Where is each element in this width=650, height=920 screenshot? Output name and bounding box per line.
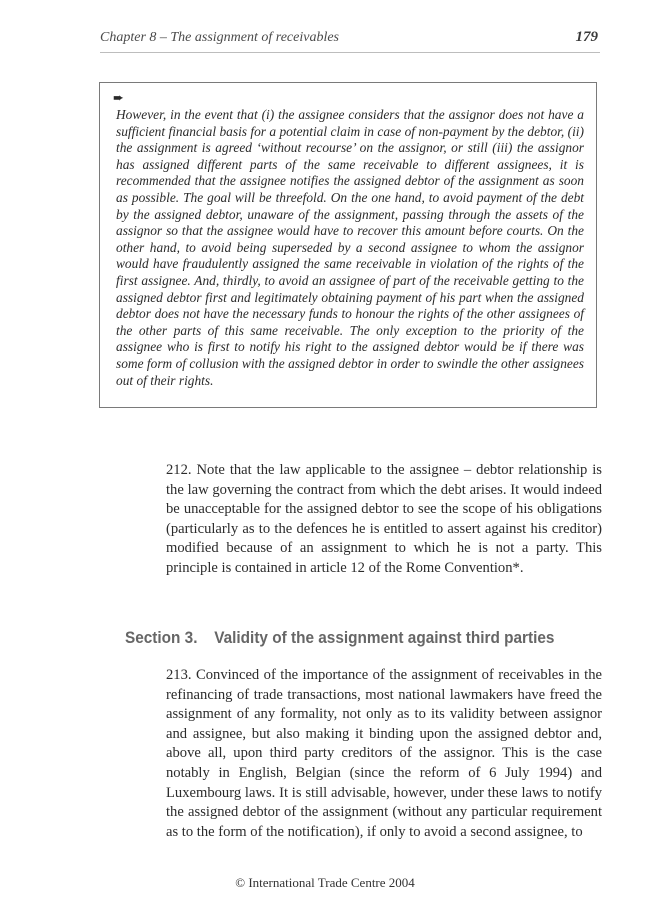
chapter-title: Chapter 8 – The assignment of receivables [100,30,340,45]
boxed-note-text: However, in the event that (i) the assignee considers that the assignor does not have a sufficient financial basis for a potential claim in case of non-payment by the debtor, (ii) the assignment is agreed ‘without recourse’ on the assignor, or still (iii) the assignor has assigned different parts of the same receivable to different assignees, it is recommended that the assignee notifies the assigned debtor of the assignment as soon as possible. The goal will be threefold. On the one hand, to avoid payment of the debt by the assigned debtor, unaware of the assignment, passing through the assets of the assignor so that the assignee would have to recover this amount before courts. On the other hand, to avoid being superseded by a second assignee to whom the assignor would have fraudulently assigned the same receivable in violation of the rights of the first assignee. And, thirdly, to avoid an assignee of part of the receivable getting to the assigned debtor first and legitimately obtaining payment of his part when the assigned debtor does not have the necessary funds to honour the rights of the other assignees of the other parts of this same receivable. The only exception to the priority of the assignee who is first to notify his right to the assigned debtor would be if there was some form of collusion with the assigned debtor in order to swindle the other assignees out of their rights. [116,107,584,388]
copyright-footer: © International Trade Centre 2004 [235,875,415,890]
page-number: 179 [575,29,598,45]
section-heading [125,629,554,648]
pointing-hand-icon: ➨ [113,90,124,105]
section-title: Validity of the assignment against third parties [214,629,555,647]
paragraph-212: 212. Note that the law applicable to the assignee – debtor relationship is the law governing the contract from which the debt arises. It would indeed be unacceptable for the assigned debtor to see the scope of his obligations (particularly as to the defences he is entitled to assert against his creditor) modified because of an assignment to which he is not a party. This principle is contained in article 12 of the Rome Convention*. [166,462,602,576]
section-number: Section 3. [125,629,198,647]
running-header [100,30,600,53]
paragraph-213: 213. Convinced of the importance of the assignment of receivables in the refinancing of trade transactions, most national lawmakers have freed the assignment of any formality, not only as to its validity between assignor and assignee, but also making it binding upon the assigned debtor and, above all, upon third party creditors of the assignor. This is the case notably in English, Belgian (since the reform of 6 July 1994) and Luxembourg laws. It is still advisable, however, under these laws to notify the assigned debtor of the assignment (without any particular requirement as to the form of the notification), if only to avoid a second assignee, to [166,667,602,840]
boxed-note [99,82,597,408]
